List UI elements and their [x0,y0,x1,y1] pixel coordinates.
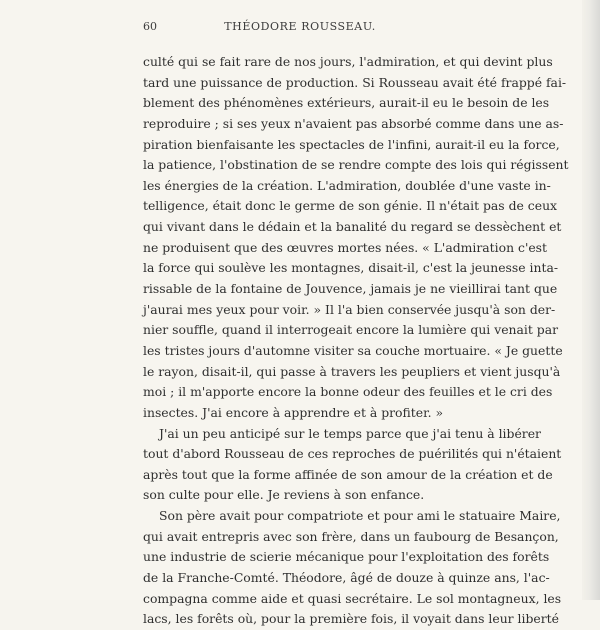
running-title: THÉODORE ROUSSEAU. [224,20,376,33]
text-line: le rayon, disait-il, qui passe à travers les peupliers et vient jusqu'à [143,363,561,379]
text-line: compagna comme aide et quasi secrétaire. Le sol montagneux, les [143,590,562,606]
text-line: blement des phénomènes extérieurs, aurait-il eu le besoin de les [143,95,550,111]
text-line: de la Franche-Comté. Théodore, âgé de douze à quinze ans, l'ac- [143,570,550,586]
page-number: 60 [143,20,157,33]
text-line: après tout que la forme affinée de son amour de la création et de [143,466,553,482]
text-line: qui avait entrepris avec son frère, dans un faubourg de Besançon, [143,528,559,544]
text-line: tard une puissance de production. Si Rousseau avait été frappé fai- [143,74,567,90]
text-line: Son père avait pour compatriote et pour ami le statuaire Maire, [159,508,561,524]
text-line: J'ai un peu anticipé sur le temps parce que j'ai tenu à libérer [159,425,541,441]
text-line: la force qui soulève les montagnes, disait-il, c'est la jeunesse inta- [143,260,559,276]
text-line: j'aurai mes yeux pour voir. » Il l'a bien conservée jusqu'à son der- [143,301,556,317]
text-line: une industrie de scierie mécanique pour l'exploitation des forêts [143,549,550,565]
text-line: qui vivant dans le dédain et la banalité du regard se dessèchent et [143,219,562,235]
text-line: culté qui se fait rare de nos jours, l'admiration, et qui devint plus [143,54,553,69]
text-line: les énergies de la création. L'admiration, doublée d'une vaste in- [143,177,551,193]
text-line: reproduire ; si ses yeux n'avaient pas absorbé comme dans une as- [143,115,564,131]
text-line: rissable de la fontaine de Jouvence, jamais je ne vieillirai tant que [143,281,558,297]
text-line: nier souffle, quand il interrogeait encore la lumière qui venait par [143,322,559,338]
text-line: la patience, l'obstination de se rendre compte des lois qui régissent [143,157,569,173]
text-line: ne produisent que des œuvres mortes nées. « L'admiration c'est [143,239,548,255]
text-line: lacs, les forêts où, pour la première fois, il voyait dans leur liberté [143,611,559,627]
page-header [0,20,600,42]
text-line: son culte pour elle. Je reviens à son enfance. [143,487,425,503]
text-line: telligence, était donc le germe de son génie. Il n'était pas de ceux [143,198,558,214]
text-line: moi ; il m'apporte encore la bonne odeur des feuilles et le cri des [143,384,553,400]
text-line: piration bienfaisante les spectacles de l'infini, aurait-il eu la force, [143,136,560,152]
text-line: les tristes jours d'automne visiter sa couche mortuaire. « Je guette [143,342,563,358]
body-text [143,52,569,630]
text-line: insectes. J'ai encore à apprendre et à profiter. » [143,404,444,420]
text-line: tout d'abord Rousseau de ces reproches de puérilités qui n'étaient [143,446,562,462]
page-edge-shadow [582,0,600,600]
